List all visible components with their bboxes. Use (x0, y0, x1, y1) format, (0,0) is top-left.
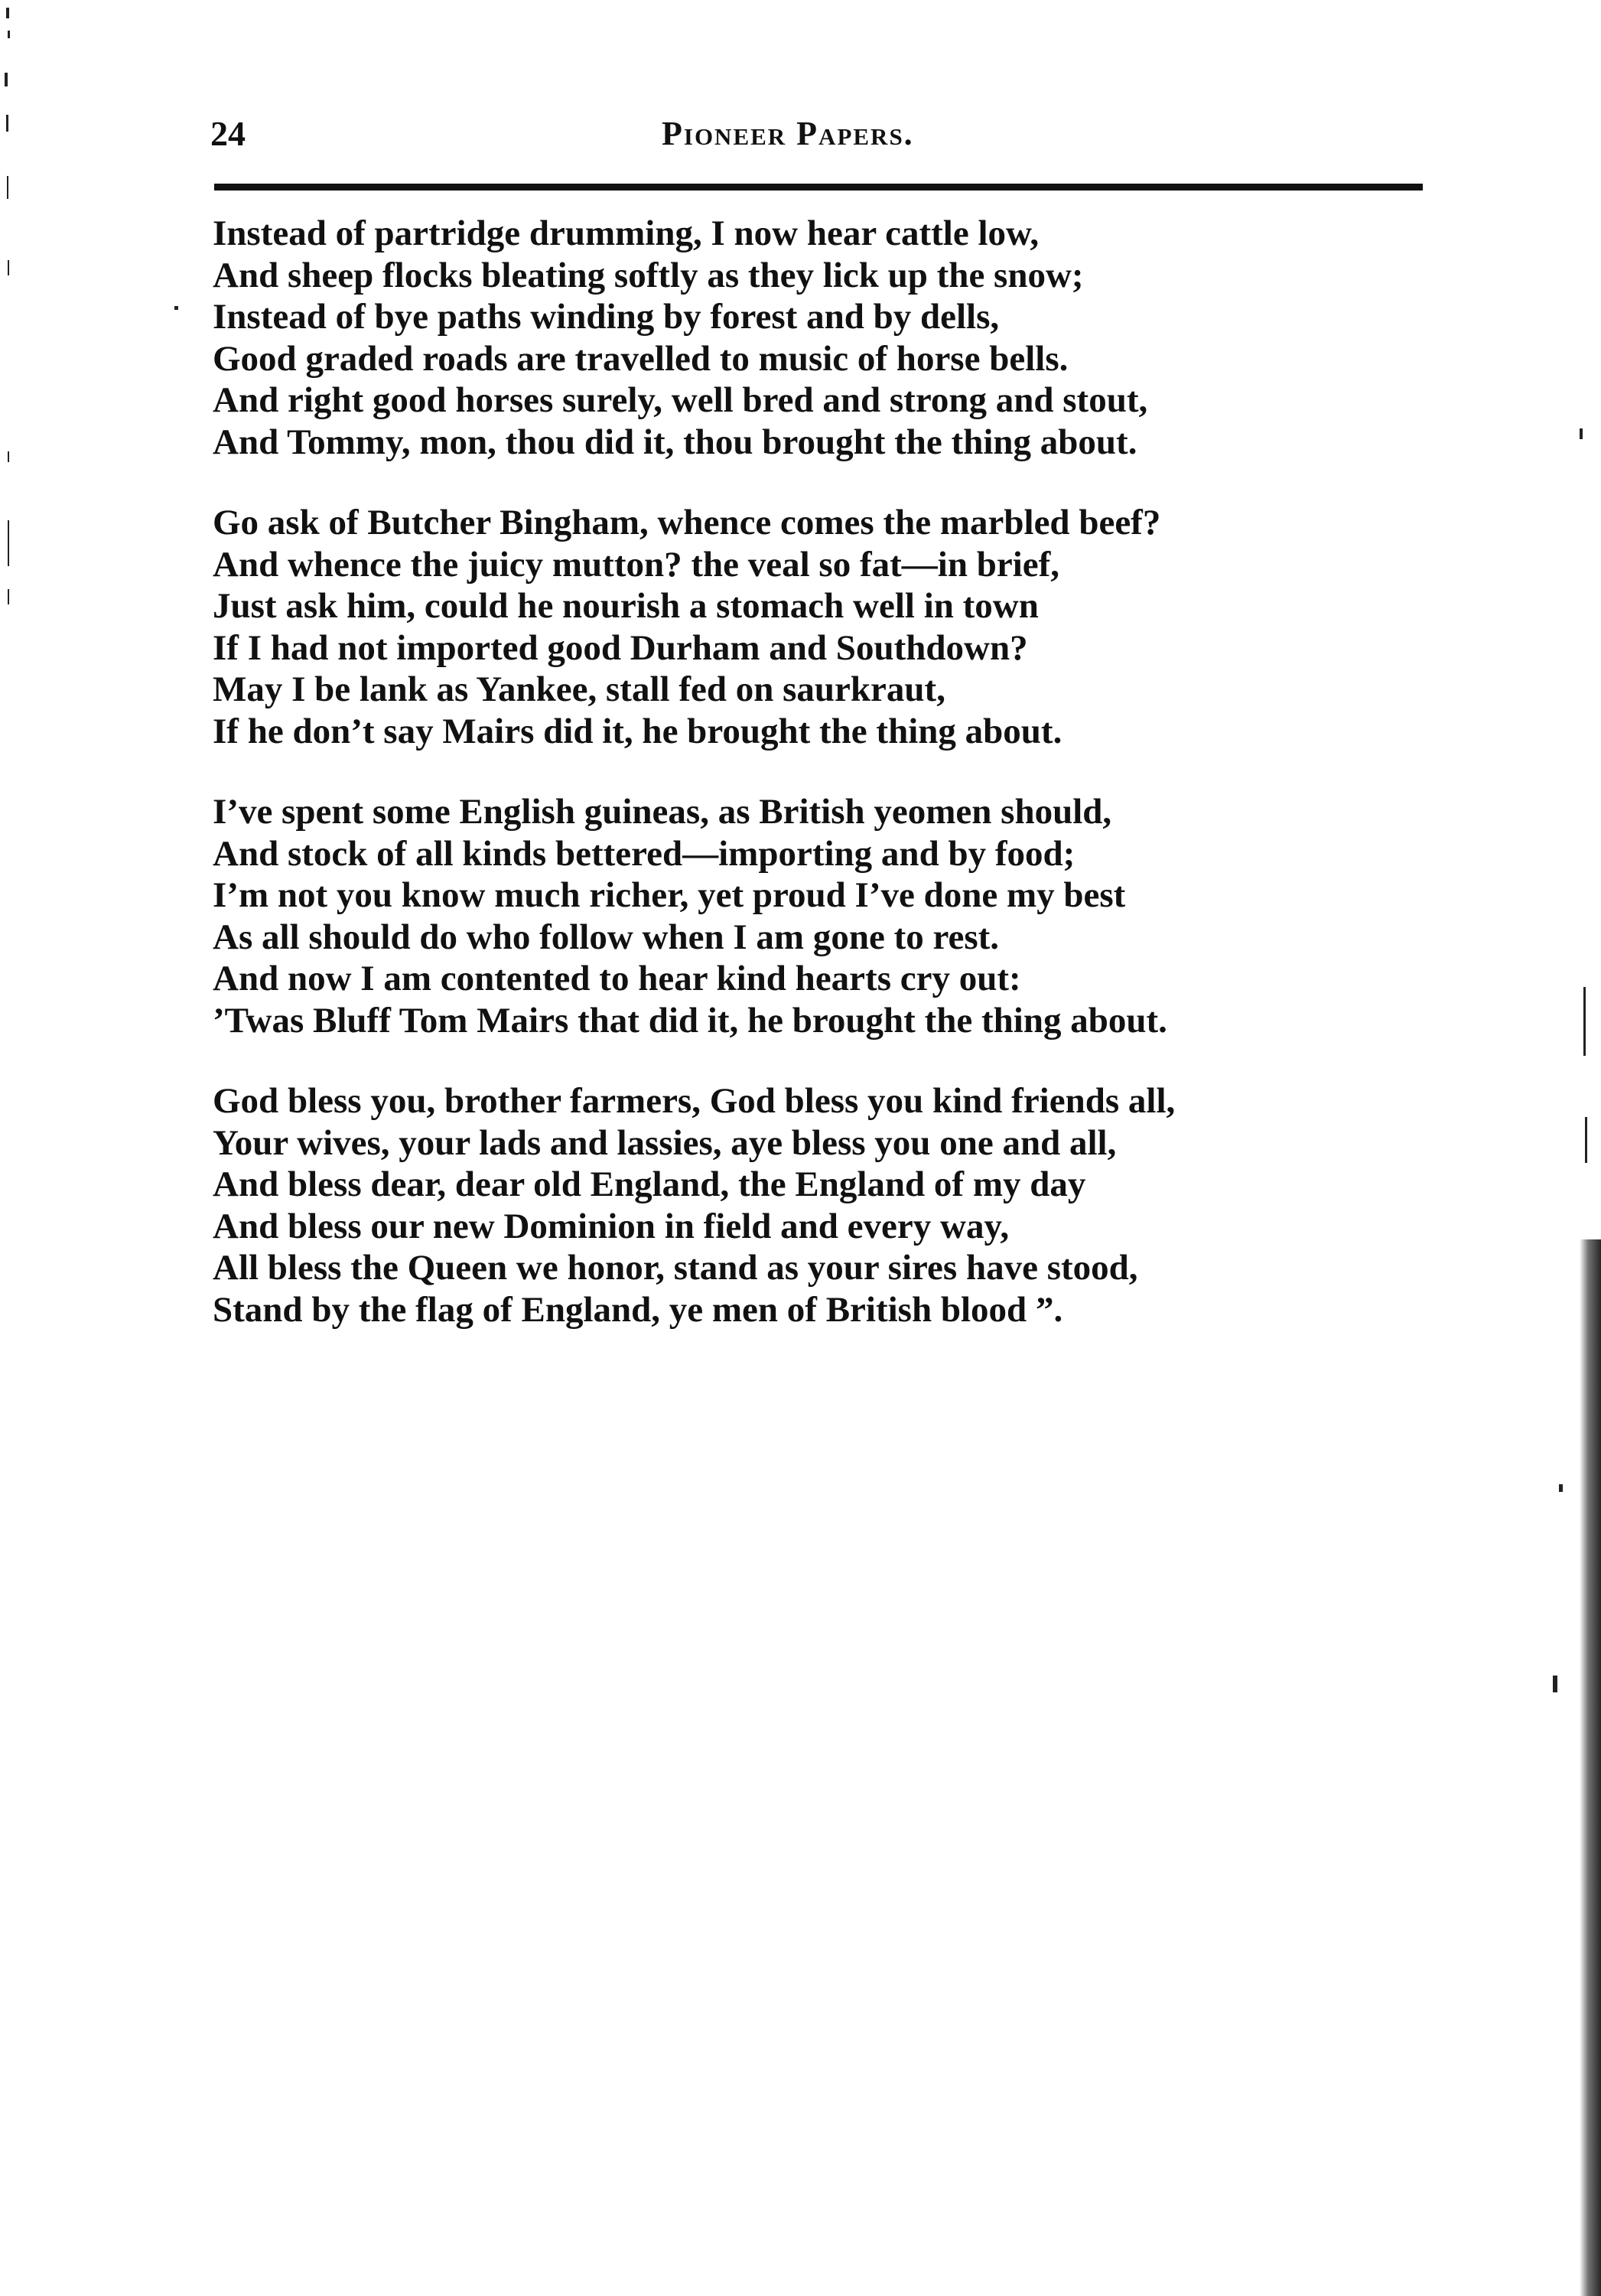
poem-line: And bless our new Dominion in field and every way, (213, 1206, 1010, 1246)
poem-line: Good graded roads are travelled to music of horse bells. (213, 338, 1069, 379)
poem-line: If I had not imported good Durham and Southdown? (213, 627, 1028, 668)
poem-line: I’m not you know much richer, yet proud I’ve done my best (213, 875, 1126, 915)
poem-line: As all should do who follow when I am gone to rest. (213, 917, 1000, 957)
stanza-3 (213, 791, 1437, 1041)
poem-line: I’ve spent some English guineas, as British yeomen should, (213, 792, 1112, 832)
scan-speck (7, 176, 8, 199)
scan-speck (6, 8, 9, 18)
page-number: 24 (210, 114, 246, 153)
poem-line: Instead of partridge drumming, I now hear cattle low, (213, 213, 1040, 253)
poem-line: May I be lank as Yankee, stall fed on saurkraut, (213, 669, 945, 709)
scan-speck (8, 31, 10, 38)
poem-line: Stand by the flag of England, ye men of British blood ”. (213, 1289, 1063, 1330)
scan-speck (8, 260, 9, 275)
scan-speck (1583, 987, 1586, 1056)
poem-line: ’Twas Bluff Tom Mairs that did it, he brought the thing about. (213, 1000, 1167, 1041)
running-header (210, 107, 1423, 161)
poem-line: Instead of bye paths winding by forest and by dells, (213, 297, 1000, 337)
header-rule (214, 184, 1423, 191)
scan-speck (1553, 1676, 1557, 1692)
stanza-4 (213, 1080, 1437, 1330)
scan-speck (6, 115, 8, 132)
scan-speck (8, 589, 9, 604)
scan-speck (1585, 1117, 1587, 1163)
scan-speck (8, 520, 9, 566)
poem-line: And sheep flocks bleating softly as they lick up the snow; (213, 255, 1084, 295)
poem-line: Your wives, your lads and lassies, aye bless you one and all, (213, 1122, 1117, 1163)
poem-line: And right good horses surely, well bred and strong and stout, (213, 380, 1148, 420)
scan-speck (5, 73, 8, 86)
running-title: Pioneer Papers. (662, 115, 914, 152)
page-binding-shadow (1580, 1239, 1601, 2296)
scan-speck (1559, 1484, 1563, 1492)
poem-line: Just ask him, could he nourish a stomach well in town (213, 586, 1039, 626)
poem-line: And Tommy, mon, thou did it, thou brought the thing about. (213, 422, 1137, 462)
poem-line: If he don’t say Mairs did it, he brought the thing about. (213, 711, 1062, 751)
scan-speck (174, 306, 178, 310)
poem-line: And stock of all kinds bettered—importing and by food; (213, 833, 1075, 874)
poem-line: God bless you, brother farmers, God bless you kind friends all, (213, 1081, 1176, 1121)
poem-line: And now I am contented to hear kind hearts cry out: (213, 959, 1021, 998)
poem-line: And whence the juicy mutton? the veal so fat—in brief, (213, 544, 1060, 585)
scan-speck (8, 451, 9, 462)
poem-line: Go ask of Butcher Bingham, whence comes the marbled beef? (213, 503, 1161, 542)
stanza-2 (213, 502, 1437, 752)
stanza-1 (213, 213, 1437, 463)
poem-body (213, 213, 1437, 1369)
poem-line: And bless dear, dear old England, the England of my day (213, 1164, 1086, 1204)
poem-line: All bless the Queen we honor, stand as your sires have stood, (213, 1248, 1138, 1288)
scan-speck (1580, 428, 1583, 439)
